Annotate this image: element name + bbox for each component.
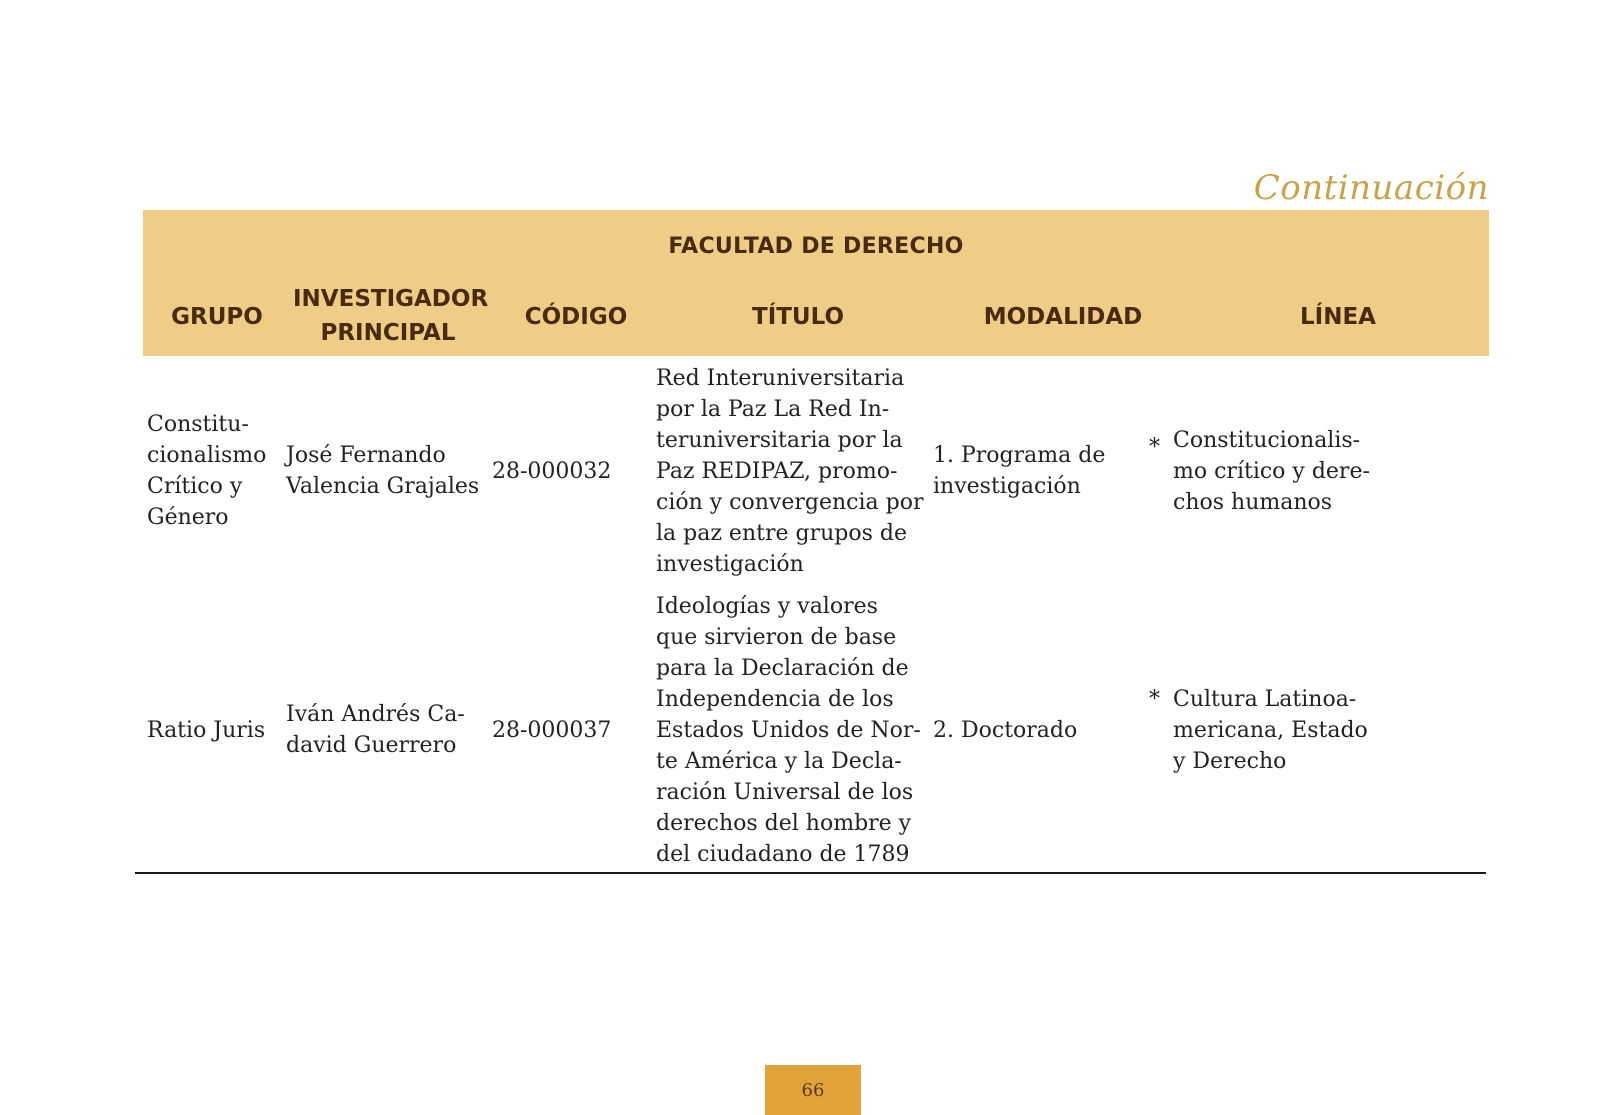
column-header-modalidad: MODALIDAD [983,304,1143,330]
cell-modalidad-text: 2. Doctorado [933,717,1078,743]
continuation-label: Continuación [1253,168,1489,208]
table-bottom-rule [135,872,1486,874]
page-number-text: 66 [801,1079,825,1101]
table-header [143,210,1489,356]
cell-grupo [147,362,277,580]
cell-investigador [286,362,486,580]
cell-modalidad-text: 1. Programa de investigación [933,443,1106,499]
page-number [765,1065,861,1115]
cell-grupo-text: Constitu- cionalismo Crítico y Género [147,412,267,530]
column-header-investigador-line2: PRINCIPAL [320,320,456,346]
column-header-investigador-line1: INVESTIGADOR [293,286,489,312]
column-header-titulo: TÍTULO [752,304,844,330]
cell-linea [1149,362,1389,580]
cell-linea-text: Constitucionalis- mo crítico y dere- chos humanos [1173,427,1370,515]
cell-investigador-text: Iván Andrés Ca- david Guerrero [286,702,465,758]
faculty-title: FACULTAD DE DERECHO [668,234,964,259]
table-row [143,362,1489,580]
bullet-icon: * [1149,435,1160,460]
cell-linea-text: Cultura Latinoa- mericana, Estado y Derecho [1173,686,1368,774]
cell-codigo [492,589,642,871]
cell-grupo [147,589,277,871]
cell-grupo-text: Ratio Juris [147,717,266,743]
column-header-grupo: GRUPO [171,304,263,330]
cell-titulo-text: Red Interuniversitaria por la Paz La Red In- teruniversitaria por la Paz REDIPAZ, promo- ción y convergencia por la paz entre grupos de investigación [656,365,924,577]
column-header-codigo: CÓDIGO [524,304,628,330]
cell-investigador-text: José Fernando Valencia Grajales [286,443,480,499]
cell-linea [1149,589,1389,871]
bullet-icon: * [1149,687,1160,712]
research-table [143,210,1489,356]
cell-titulo [656,362,936,580]
cell-codigo-text: 28-000037 [492,717,612,743]
cell-modalidad [933,589,1133,871]
column-header-investigador [293,282,489,350]
cell-investigador [286,589,486,871]
cell-titulo [656,589,936,871]
cell-titulo-text: Ideologías y valores que sirvieron de base para la Declaración de Independencia de los Estados Unidos de Nor- te América y la Decla- ración Universal de los derechos del hombre y del ciudadano de 1789 [656,593,921,867]
cell-codigo-text: 28-000032 [492,458,612,484]
cell-codigo [492,362,642,580]
column-header-linea: LÍNEA [1300,304,1376,330]
cell-modalidad [933,362,1133,580]
table-row [143,589,1489,871]
